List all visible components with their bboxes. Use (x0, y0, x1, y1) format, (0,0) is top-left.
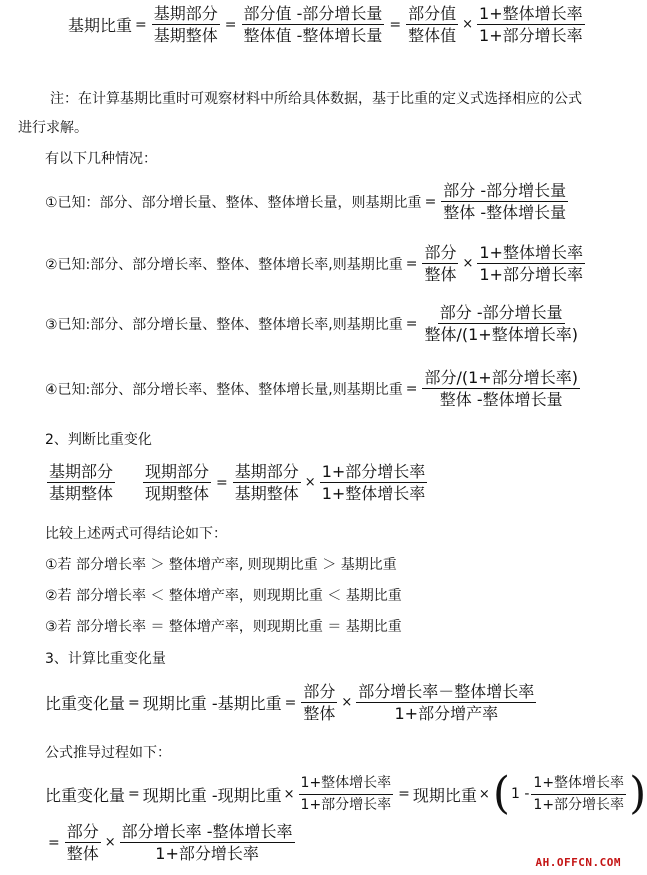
case-3-text: ③已知:部分、部分增长量、整体、整体增长率,则基期比重 (45, 316, 403, 333)
note-line-2: 进行求解。 (18, 120, 88, 136)
fraction: $\frac{\text{部分 -部分增长量}}{\text{整体 -整体增长量}}$ (443, 181, 567, 222)
case-2: ②已知:部分、部分增长率、整体、整体增长率,则基期比重 = $\frac{\text{部分}}{\text{整体}}$ × $\frac{\text{1+整体增长率}}{\text{1+部分增长率}}$ (45, 243, 583, 284)
conclusion-intro: 比较上述两式可得结论如下： (45, 526, 227, 542)
fraction: $\frac{\text{部分 -部分增长量}}{\text{整体/(1+整体增长率)}}$ (424, 303, 578, 344)
fraction: $\frac{\text{部分增长率 -整体增长率}}{\text{1+部分增长率}}$ (121, 822, 293, 863)
compare-formula: $\frac{\text{基期部分}}{\text{基期整体}}$ $\frac{\text{现期部分}}{\text{现期整体}}$ = $\frac{\text{基期部分}}{\text{基期整体}}$ × $\frac{\text{1+部分增长率}}{\text{1+整体增长率}}$ (49, 462, 426, 503)
fraction: $\frac{\text{部分}}{\text{整体}}$ (424, 243, 457, 284)
change-formula: 比重变化量 = 现期比重 -基期比重 = $\frac{\text{部分}}{\text{整体}}$ × $\frac{\text{部分增长率－整体增长率}}{\text{1+部分增产率}}$ (45, 682, 535, 723)
fraction: $\frac{\text{部分值 -部分增长量}}{\text{整体值 -整体增长量}}$ (243, 4, 383, 45)
fraction: $\frac{\text{1+整体增长率}}{\text{1+部分增长率}}$ (479, 4, 583, 45)
note-line-1: 注：在计算基期比重时可观察材料中所给具体数据，基于比重的定义式选择相应的公式 (50, 91, 582, 107)
case-4-text: ④已知:部分、部分增长率、整体、整体增长量,则基期比重 (45, 381, 403, 398)
fraction: $\frac{\text{基期部分}}{\text{基期整体}}$ (49, 462, 114, 503)
site-watermark: AH.OFFCN.COM (535, 856, 621, 869)
derivation-intro: 公式推导过程如下： (45, 745, 171, 761)
fraction: $\frac{\text{基期部分}}{\text{基期整体}}$ (234, 462, 299, 503)
case-1-text: ①已知：部分、部分增长量、整体、整体增长量，则基期比重 (45, 194, 422, 211)
derivation-formula: 比重变化量 = 现期比重 -现期比重 × $\frac{\text{1+整体增长率}}{\text{1+部分增长率}}$ = 现期比重 × ( 1 - $\frac{\text{1+整体增长率}}{\text{1+部分增长率}}$ ) (45, 768, 647, 819)
fraction: $\frac{\text{基期部分}}{\text{基期整体}}$ (153, 4, 218, 45)
formula-lhs: 基期比重 (68, 16, 133, 35)
fraction: $\frac{\text{1+整体增长率}}{\text{1+部分增长率}}$ (300, 774, 392, 813)
fraction: $\frac{\text{现期部分}}{\text{现期整体}}$ (145, 462, 210, 503)
fraction: $\frac{\text{1+部分增长率}}{\text{1+整体增长率}}$ (321, 462, 426, 503)
case-3: ③已知:部分、部分增长量、整体、整体增长率,则基期比重 = $\frac{\text{部分 -部分增长量}}{\text{整体/(1+整体增长率)}}$ (45, 303, 578, 344)
section-2-heading: 2、判断比重变化 (45, 432, 152, 448)
fraction: $\frac{\text{1+整体增长率}}{\text{1+部分增长率}}$ (533, 774, 625, 813)
base-proportion-formula: 基期比重 = $\frac{\text{基期部分}}{\text{基期整体}}$ = $\frac{\text{部分值 -部分增长量}}{\text{整体值 -整体增长量}}$ = $\frac{\text{部分值}}{\text{整体值}}$ × $\frac{\text{1+整体增长率}}{\text{1+部分增长率}}$ (68, 4, 583, 45)
case-4: ④已知:部分、部分增长率、整体、整体增长量,则基期比重 = $\frac{\text{部分/(1+部分增长率)}}{\text{整体 -整体增长量}}$ (45, 368, 578, 409)
case-2-text: ②已知:部分、部分增长率、整体、整体增长率,则基期比重 (45, 256, 403, 273)
fraction: $\frac{\text{部分}}{\text{整体}}$ (66, 822, 99, 863)
conclusion-3: ③若 部分增长率 ＝ 整体增产率，则现期比重 ＝ 基期比重 (45, 619, 402, 635)
fraction: $\frac{\text{部分/(1+部分增长率)}}{\text{整体 -整体增长量}}$ (424, 368, 578, 409)
conclusion-2: ②若 部分增长率 ＜ 整体增产率，则现期比重 ＜ 基期比重 (45, 588, 402, 604)
fraction: $\frac{\text{1+整体增长率}}{\text{1+部分增长率}}$ (479, 243, 583, 284)
situations-intro: 有以下几种情况： (45, 151, 157, 167)
conclusion-1: ①若 部分增长率 ＞ 整体增产率, 则现期比重 ＞ 基期比重 (45, 557, 397, 573)
case-1: ①已知：部分、部分增长量、整体、整体增长量，则基期比重 = $\frac{\text{部分 -部分增长量}}{\text{整体 -整体增长量}}$ (45, 181, 567, 222)
section-3-heading: 3、计算比重变化量 (45, 651, 166, 667)
fraction: $\frac{\text{部分增长率－整体增长率}}{\text{1+部分增产率}}$ (358, 682, 535, 723)
final-formula: = $\frac{\text{部分}}{\text{整体}}$ × $\frac{\text{部分增长率 -整体增长率}}{\text{1+部分增长率}}$ (48, 822, 293, 863)
fraction: $\frac{\text{部分值}}{\text{整体值}}$ (408, 4, 457, 45)
fraction: $\frac{\text{部分}}{\text{整体}}$ (303, 682, 336, 723)
